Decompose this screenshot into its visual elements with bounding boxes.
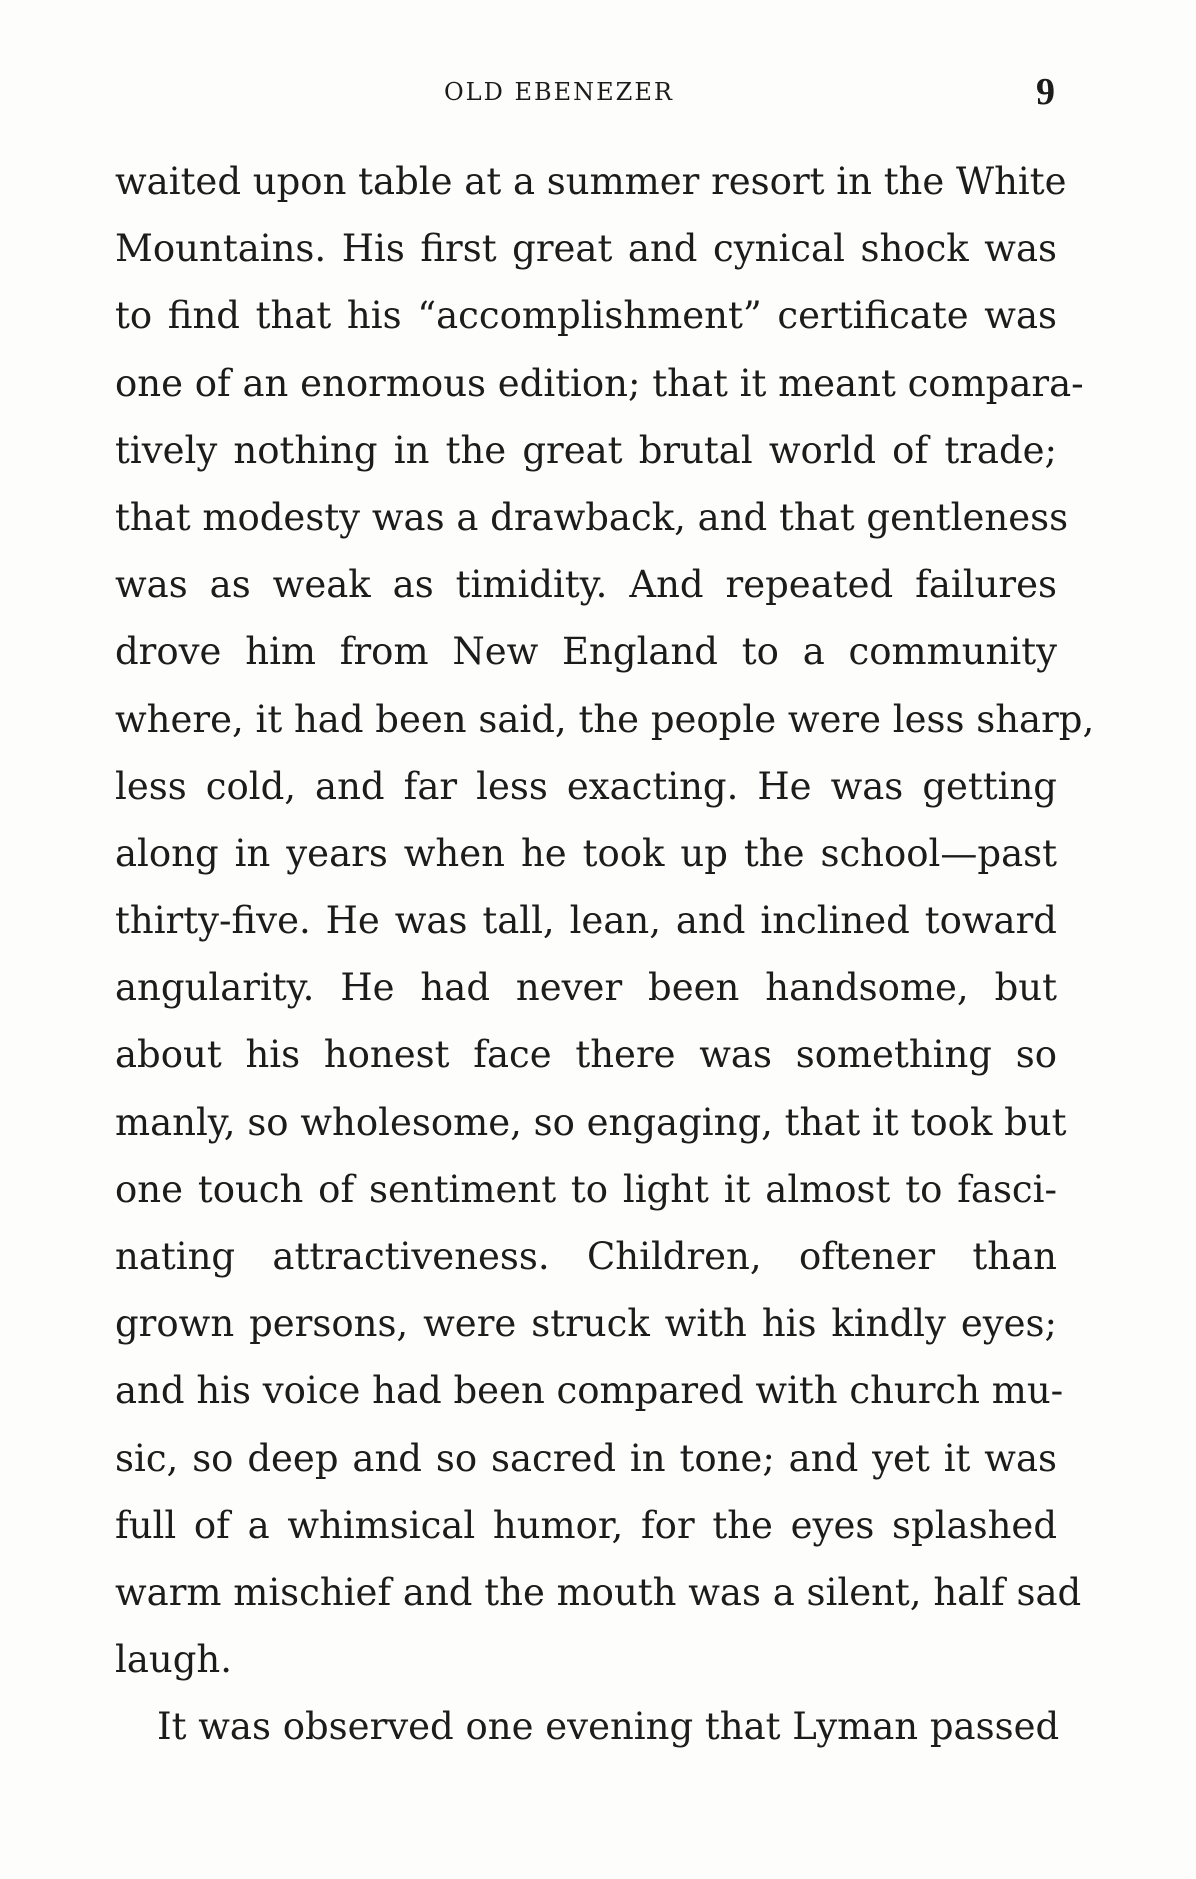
text-line: Mountains. His first great and cynical shock was bbox=[115, 227, 1057, 271]
text-line: manly, so wholesome, so engaging, that it took but bbox=[115, 1100, 1067, 1144]
text-line: along in years when he took up the school—past bbox=[115, 831, 1057, 875]
text-line: to find that his “accomplishment” certificate was bbox=[115, 294, 1057, 338]
text-line: warm mischief and the mouth was a silent, half sad bbox=[115, 1570, 1082, 1614]
text-line: grown persons, were struck with his kindly eyes; bbox=[115, 1302, 1057, 1346]
page-number: 9 bbox=[1036, 71, 1055, 113]
text-line: about his honest face there was something so bbox=[115, 1033, 1057, 1077]
text-line: that modesty was a drawback, and that gentleness bbox=[115, 495, 1069, 539]
text-line: and his voice had been compared with church mu- bbox=[115, 1369, 1064, 1413]
text-line: was as weak as timidity. And repeated failures bbox=[115, 563, 1057, 607]
text-line: laugh. bbox=[115, 1638, 232, 1682]
text-line: It was observed one evening that Lyman passed bbox=[157, 1705, 1060, 1749]
running-title: OLD EBENEZER bbox=[444, 78, 674, 106]
running-header bbox=[0, 70, 1196, 113]
text-line: thirty-five. He was tall, lean, and inclined toward bbox=[115, 899, 1057, 943]
body-text bbox=[115, 148, 1095, 1761]
text-line: angularity. He had never been handsome, but bbox=[115, 966, 1057, 1010]
text-line: less cold, and far less exacting. He was getting bbox=[115, 764, 1057, 808]
text-line: tively nothing in the great brutal world of trade; bbox=[115, 428, 1057, 472]
text-line: where, it had been said, the people were less sharp, bbox=[115, 697, 1095, 741]
text-line: nating attractiveness. Children, oftener than bbox=[115, 1235, 1057, 1278]
text-line: sic, so deep and so sacred in tone; and yet it was bbox=[115, 1436, 1057, 1480]
text-line: one of an enormous edition; that it meant compara- bbox=[115, 361, 1084, 405]
text-line: waited upon table at a summer resort in the White bbox=[115, 160, 1067, 203]
text-line: full of a whimsical humor, for the eyes splashed bbox=[115, 1503, 1057, 1547]
text-line: drove him from New England to a community bbox=[115, 630, 1057, 674]
text-line: one touch of sentiment to light it almost to fasci- bbox=[115, 1167, 1057, 1211]
